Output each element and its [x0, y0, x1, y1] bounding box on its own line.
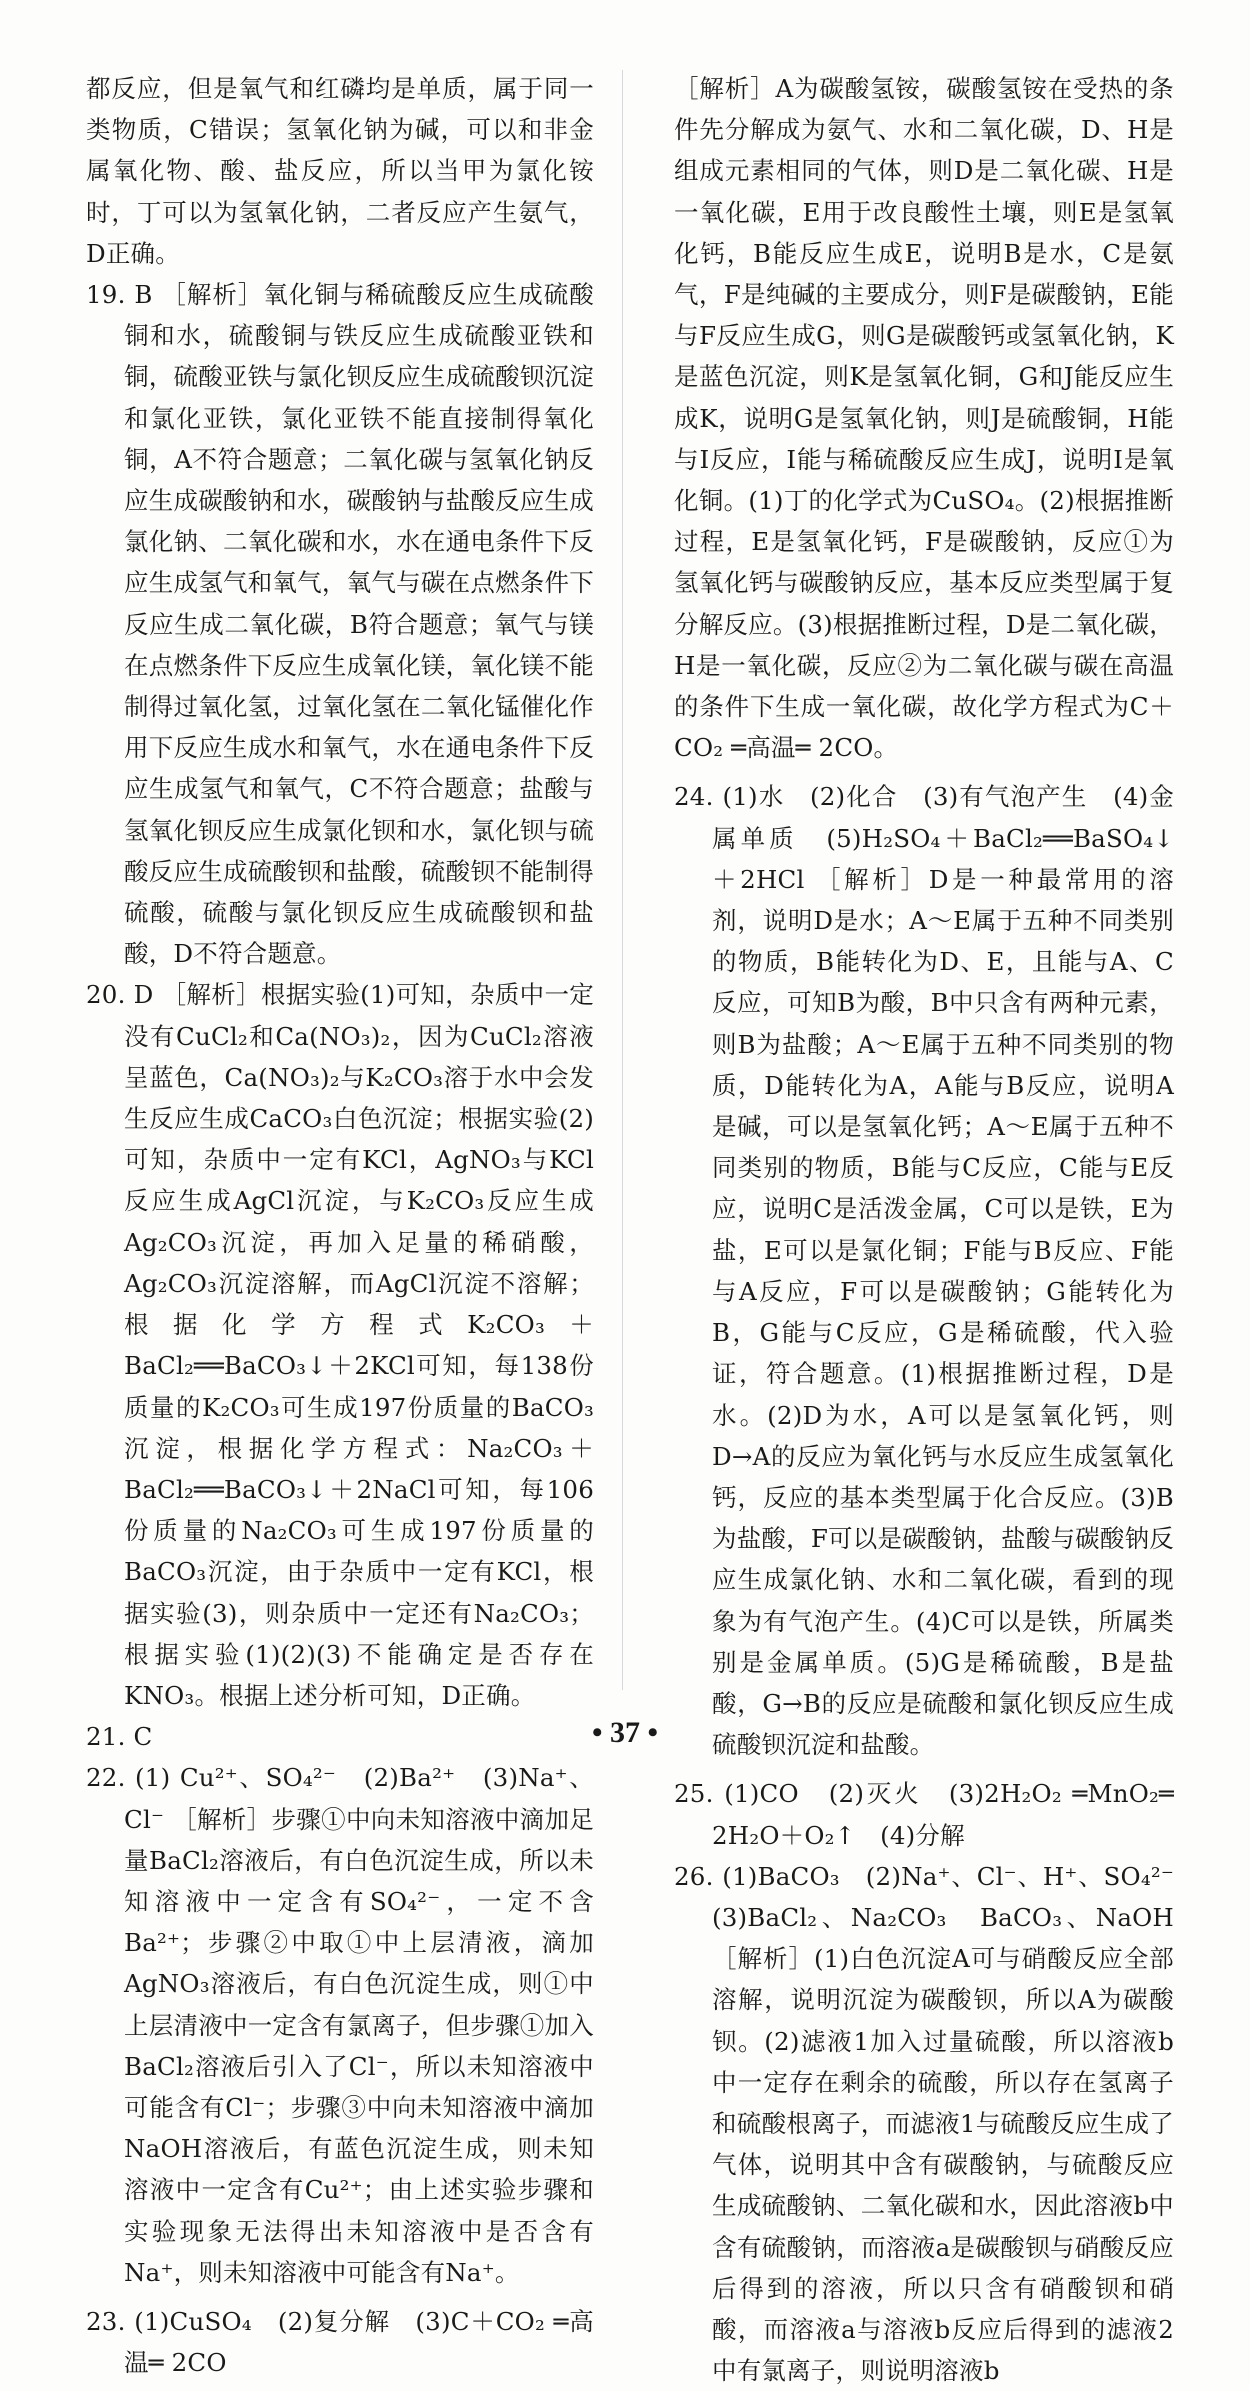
answer-19: 19. B ［解析］氧化铜与稀硫酸反应生成硫酸铜和水，硫酸铜与铁反应生成硫酸亚铁和铜，硫酸亚铁与氯化钡反应生成硫酸钡沉淀和氯化亚铁，氯化亚铁不能直接制得氧化铜，A不符合题意；二氧化碳与氢氧化钠反应生成碳酸钠和水，碳酸钠与盐酸反应生成氯化钠、二氧化碳和水，水在通电条件下反应生成氢气和氧气，氧气与碳在点燃条件下反应生成二氧化碳，B符合题意；氧气与镁在点燃条件下反应生成氧化镁，氧化镁不能制得过氧化氢，过氧化氢在二氧化锰催化作用下反应生成水和氧气，水在通电条件下反应生成氢气和氧气，C不符合题意；盐酸与氢氧化钡反应生成氯化钡和水，氯化钡与硫酸反应生成硫酸钡和盐酸，硫酸钡不能制得硫酸，硫酸与氯化钡反应生成硫酸钡和盐酸，D不符合题意。 [86, 280, 594, 969]
answer-26: 26. (1)BaCO₃ (2)Na⁺、Cl⁻、H⁺、SO₄²⁻ (3)BaCl₂、Na₂CO₃ BaCO₃、NaOH ［解析］(1)白色沉淀A可与硝酸反应全部溶解，说明沉淀为碳酸钡，所以A为碳酸钡。(2)滤液1加入过量硫酸，所以溶液b中一定存在剩余的硫酸，所以存在氢离子和硫酸根离子，而滤液1与硫酸反应生成了气体，说明其中含有碳酸钠，与硫酸反应生成硫酸钠、二氧化碳和水，因此溶液b中含有硫酸钠，而溶液a是碳酸钡与硝酸反应后得到的溶液，所以只含有硝酸钡和硝酸，而溶液a与溶液b反应后得到的滤液2中有氯离子，则说明溶液b [674, 1861, 1199, 2386]
page-number: • 37 • [591, 1716, 658, 1749]
answer-25: 25. (1)CO (2)灭火 (3)2H₂O₂ ═MnO₂═ 2H₂O＋O₂↑ (4)分解 [674, 1779, 1174, 1850]
answer-23: 23. (1)CuSO₄ (2)复分解 (3)C＋CO₂ ═高温═ 2CO [86, 2306, 594, 2378]
right-column [674, 68, 1199, 2391]
answer-24: 24. (1)水 (2)化合 (3)有气泡产生 (4)金属单质 (5)H₂SO₄＋BaCl₂══BaSO₄↓＋2HCl ［解析］D是一种最常用的溶剂，说明D是水；A～E属于五种不同类别的物质，B能转化为D、E，且能与A、C反应，可知B为酸，B中只含有两种元素，则B为盐酸；A～E属于五种不同类别的物质，D能转化为A，A能与B反应，说明A是碱，可以是氢氧化钙；A～E属于五种不同类别的物质，B能与C反应，C能与E反应，说明C是活泼金属，C可以是铁，E为盐，E可以是氯化铜；F能与B反应、F能与A反应，F可以是碳酸钠；G能转化为B，G能与C反应，G是稀硫酸，代入验证，符合题意。(1)根据推断过程，D是水。(2)D为水，A可以是氢氧化钙，则D→A的反应为氧化钙与水反应生成氢氧化钙，反应的基本类型属于化合反应。(3)B为盐酸，F可以是碳酸钠，盐酸与碳酸钠反应生成氯化钠、水和二氧化碳，看到的现象为有气泡产生。(4)C可以是铁，所属类别是金属单质。(5)G是稀硫酸，B是盐酸，G→B的反应是硫酸和氯化钡反应生成硫酸钡沉淀和盐酸。 [674, 782, 1174, 1760]
answer-22: 22. (1) Cu²⁺、SO₄²⁻ (2)Ba²⁺ (3)Na⁺、Cl⁻ ［解析］步骤①中向未知溶液中滴加足量BaCl₂溶液后，有白色沉淀生成，所以未知溶液中一定含有SO₄²⁻，一定不含Ba²⁺；步骤②中取①中上层清液，滴加AgNO₃溶液后，有白色沉淀生成，则①中上层清液中一定含有氯离子，但步骤①加入BaCl₂溶液后引入了Cl⁻，所以未知溶液中可能含有Cl⁻；步骤③中向未知溶液中滴加NaOH溶液后，有蓝色沉淀生成，则未知溶液中一定含有Cu²⁺；由上述实验步骤和实验现象无法得出未知溶液中是否含有Na⁺，则未知溶液中可能含有Na⁺。 [86, 1763, 594, 2287]
left-paragraph-0: 都反应，但是氧气和红磷均是单质，属于同一类物质，C错误；氢氧化钠为碱，可以和非金属氧化物、酸、盐反应，所以当甲为氯化铵时，丁可以为氢氧化钠，二者反应产生氨气，D正确。 [86, 74, 594, 268]
answer-20: 20. D ［解析］根据实验(1)可知，杂质中一定没有CuCl₂和Ca(NO₃)₂，因为CuCl₂溶液呈蓝色，Ca(NO₃)₂与K₂CO₃溶于水中会发生反应生成CaCO₃白色沉淀；根据实验(2)可知，杂质中一定有KCl，AgNO₃与KCl反应生成AgCl沉淀，与K₂CO₃反应生成Ag₂CO₃沉淀，再加入足量的稀硝酸，Ag₂CO₃沉淀溶解，而AgCl沉淀不溶解；根据化学方程式K₂CO₃＋BaCl₂══BaCO₃↓＋2KCl可知，每138份质量的K₂CO₃可生成197份质量的BaCO₃沉淀，根据化学方程式：Na₂CO₃＋BaCl₂══BaCO₃↓＋2NaCl可知，每106份质量的Na₂CO₃可生成197份质量的BaCO₃沉淀，由于杂质中一定有KCl，根据实验(3)，则杂质中一定还有Na₂CO₃；根据实验(1)(2)(3)不能确定是否存在KNO₃。根据上述分析可知，D正确。 [86, 980, 594, 1710]
left-column [86, 68, 594, 2383]
answer-23-analysis: ［解析］A为碳酸氢铵，碳酸氢铵在受热的条件先分解成为氨气、水和二氧化碳，D、H是组成元素相同的气体，则D是二氧化碳、H是一氧化碳，E用于改良酸性土壤，则E是氢氧化钙，B能反应生成E，说明B是水，C是氨气，F是纯碱的主要成分，则F是碳酸钠，E能与F反应生成G，则G是碳酸钙或氢氧化钠，K是蓝色沉淀，则K是氢氧化铜，G和J能反应生成K，说明G是氢氧化钠，则J是硫酸铜，H能与I反应，I能与稀硫酸反应生成J，说明I是氧化铜。(1)丁的化学式为CuSO₄。(2)根据推断过程，E是氢氧化钙，F是碳酸钠，反应①为氢氧化钙与碳酸钠反应，基本反应类型属于复分解反应。(3)根据推断过程，D是二氧化碳，H是一氧化碳，反应②为二氧化碳与碳在高温的条件下生成一氧化碳，故化学方程式为C＋CO₂ ═高温═ 2CO。 [674, 74, 1174, 763]
column-divider [622, 70, 623, 1690]
answer-21: 21. C [86, 1722, 153, 1752]
